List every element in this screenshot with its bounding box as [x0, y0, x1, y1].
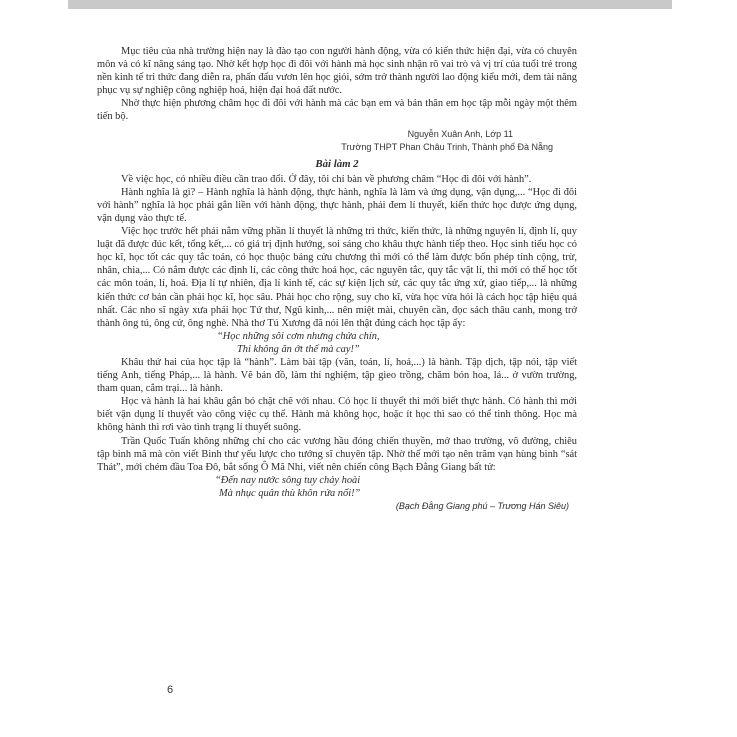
- page-number: 6: [167, 684, 174, 696]
- section-heading: Bài làm 2: [315, 157, 359, 170]
- paragraph-4: Hành nghĩa là gì? – Hành nghĩa là hành động, thực hành, nghĩa là làm và ứng dụng, vận dụng,... “Học đi đôi với hành” nghĩa là học phải gắn liền với hành động, thực hành, phải đem lí thuyết, kiến thức học được ứng dụng, vận dụng vào thực tế.: [97, 186, 577, 224]
- signature-school: Trường THPT Phan Châu Trinh, Thành phố Đà Nẵng: [341, 141, 553, 152]
- paragraph-7: Học và hành là hai khâu gắn bó chặt chẽ với nhau. Có học lí thuyết thì mới biết thực hành. Có hành thì mới biết vận dụng lí thuyết vào công việc cụ thể. Hành mà không học, hoặc ít học thì sao có thể tinh thông. Học mà không hành thì rơi vào tình trạng lí thuyết suông.: [97, 396, 577, 434]
- paragraph-2: Nhờ thực hiện phương châm học đi đôi với hành mà các bạn em và bản thân em học tập mỗi ngày một thêm tiến bộ.: [97, 98, 577, 123]
- paragraph-5: Việc học trước hết phải nắm vững phần lí thuyết là những tri thức, kiến thức, là những nguyên lí, định lí, quy luật đã được đúc kết, tổng kết,... có giá trị định hướng, soi sáng cho khâu thực hành tiếp theo. Học sinh tiểu học có học kĩ, học tốt các quy tắc toán, có học thuộc bảng cửu chương thì mới có thể làm được bốn phép tính cộng, trừ, nhân, chia,... Có nắm được các định lí, các công thức hoá học, các nguyên tắc, quy tắc vật lí, thì mới có thể học tốt các môn toán, lí, hoá. Địa lí tự nhiên, địa lí kinh tế, các sự kiện lịch sử, các quy tắc ứng xử, giao tiếp,... là những kiến thức cơ bản cần phải học kĩ, học sâu. Phải học cho rộng, suy cho kĩ, vừa học vừa hỏi là cách học tập hiệu quả nhất. Các nho sĩ ngày xưa phải học Tứ thư, Ngũ kinh,... nên miệt mài, chuyên cần, đọc sách thâu canh, mong trở thành ông tú, ông cử, ông nghè. Nhà thơ Tú Xương đã nói lên thật đúng cách học tập ấy:: [97, 226, 577, 329]
- verse-line-2: Thi không ăn ớt thế mà cay!”: [237, 343, 360, 355]
- verse-line-1: “Học những sôi cơm nhưng chửa chín,: [217, 330, 380, 342]
- top-edge-bar: [68, 0, 672, 9]
- paragraph-1: Mục tiêu của nhà trường hiện nay là đào tạo con người hành động, vừa có kiến thức hiện đại, vừa có chuyên môn và có kĩ năng sáng tạo. Nhờ kết hợp học đi đôi với hành mà học sinh nhận rõ vai trò và vị trí của tuổi trẻ trong nền kinh tế tri thức đang diễn ra, phấn đấu vươn lên học giỏi, sớm trở thành người lao động kiểu mới, đem tài năng phục vụ sự nghiệp công nghiệp hoá, hiện đại hoá đất nước.: [97, 46, 577, 97]
- page-content: [97, 45, 577, 513]
- paragraph-8: Trần Quốc Tuấn không những chỉ cho các vương hầu đóng chiến thuyền, mở thao trường, võ đường, chiêu tập binh mã mà còn viết Binh thư yếu lược cho tướng sĩ chuyên tập. Nhờ thế mới tạo nên trăm vạn hùng binh “sát Thát”, mới chém đầu Toa Đô, bắt sống Ô Mã Nhi, viết nên chiến công Bạch Đằng Giang bất tử:: [97, 435, 577, 473]
- paragraph-3: Về việc học, có nhiều điều cần trao đổi. Ở đây, tôi chỉ bàn về phương châm “Học đi đôi với hành”.: [121, 173, 532, 185]
- poem-credit: (Bạch Đằng Giang phú – Trương Hán Siêu): [395, 501, 569, 511]
- paragraph-6: Khâu thứ hai của học tập là “hành”. Làm bài tập (văn, toán, lí, hoá,...) là hành. Tập dịch, tập nói, tập viết tiếng Anh, tiếng Pháp,... là hành. Vẽ bản đồ, làm thí nghiệm, tập gieo trồng, chăm bón hoa, lá... ở vườn trường, tham quan, cắm trại... là hành.: [97, 356, 577, 395]
- verse-line-4: Mà nhục quân thù khôn rửa nổi!”: [219, 487, 361, 499]
- signature-name: Nguyễn Xuân Anh, Lớp 11: [407, 128, 513, 139]
- verse-line-3: “Đến nay nước sông tuy chảy hoài: [215, 474, 361, 486]
